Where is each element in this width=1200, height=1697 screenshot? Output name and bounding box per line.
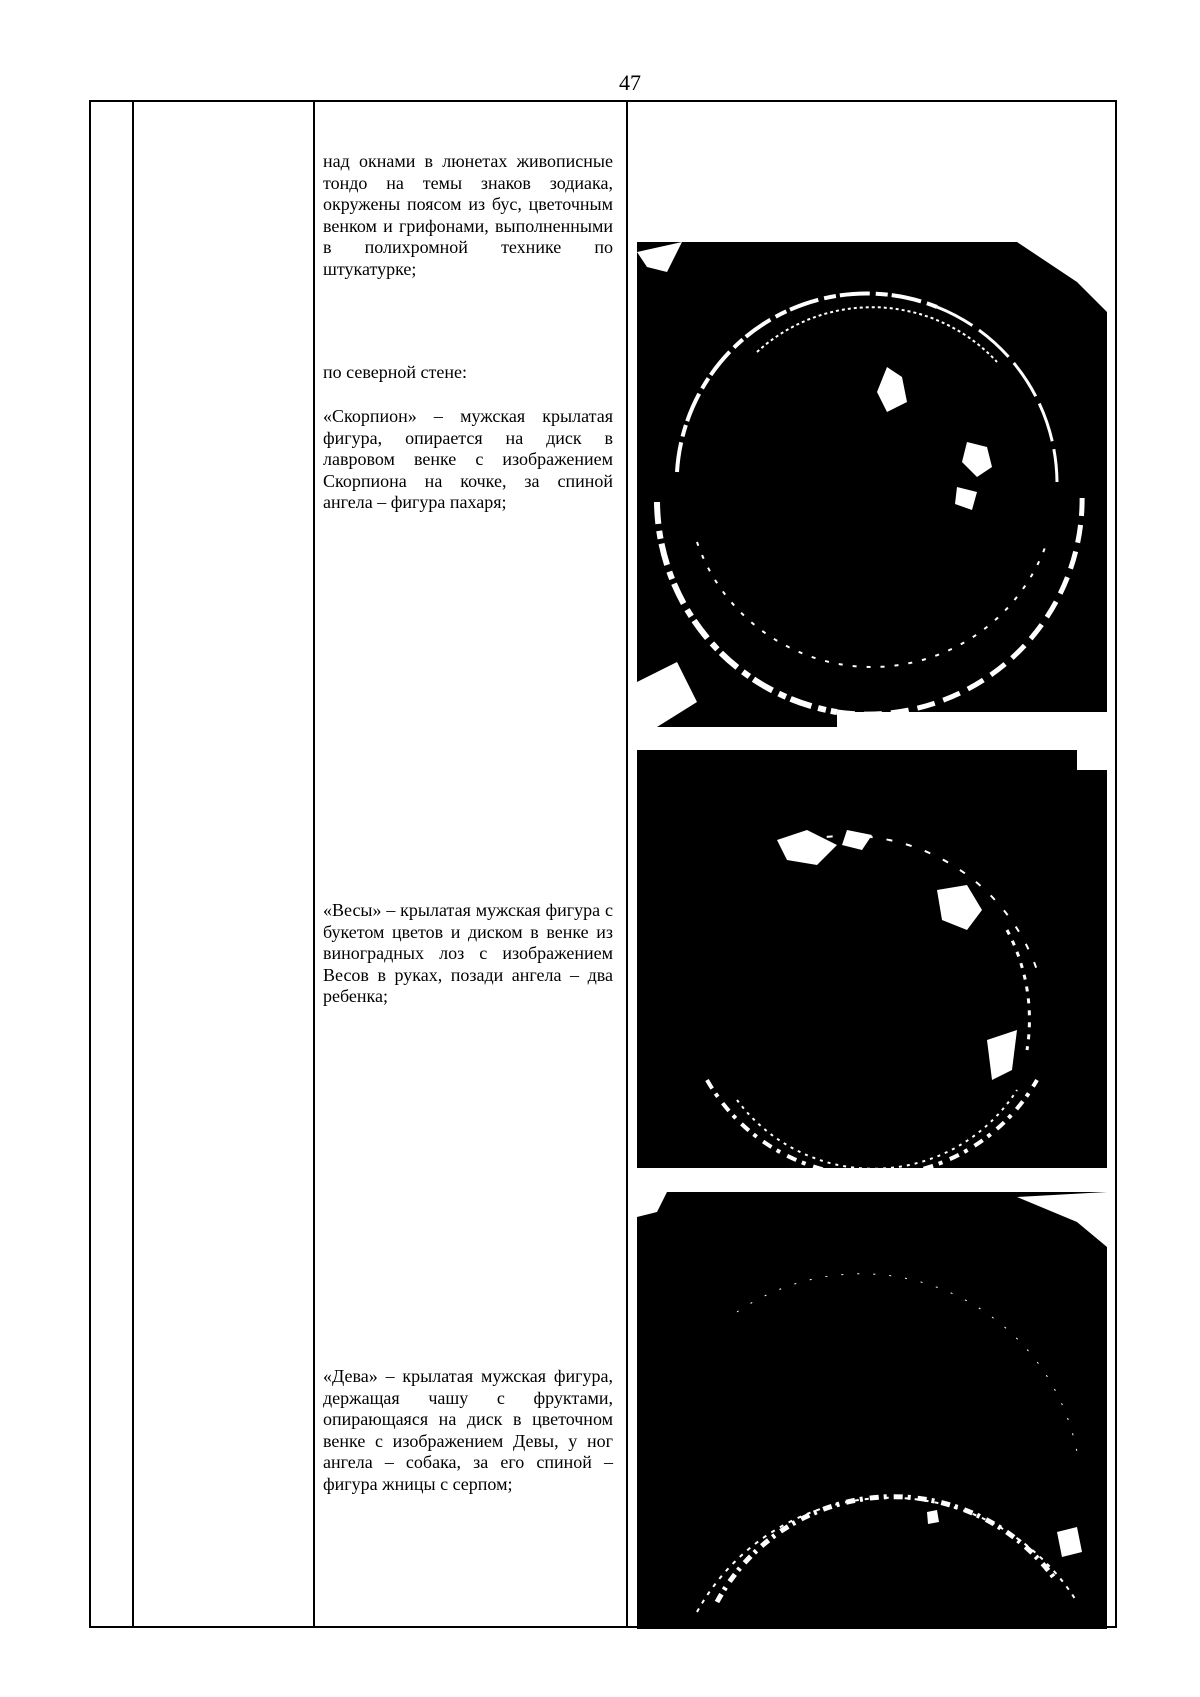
column-divider-3	[626, 102, 628, 1626]
paragraph-intro: над окнами в люнетах живописные тондо на темы знаков зодиака, окружены поясом из бус, цветочным венком и грифонами, выполненными в полихромной технике по штукатурке;	[323, 151, 613, 279]
photo-virgo-tondo	[637, 1192, 1107, 1629]
photo-libra-tondo	[637, 750, 1107, 1168]
register-table	[89, 100, 1117, 1628]
description-column	[323, 102, 613, 1626]
photo-scorpio-tondo	[637, 242, 1107, 727]
paragraph-libra: «Весы» – крылатая мужская фигура с букетом цветов и диском в венке из виноградных лоз с изображением Весов в руках, позади ангела – два ребенка;	[323, 900, 613, 1006]
paragraph-north-wall: по северной стене:	[323, 362, 467, 382]
paragraph-virgo: «Дева» – крылатая мужская фигура, держащая чашу с фруктами, опирающаяся на диск в цветочном венке с изображением Девы, у ног ангела – собака, за его спиной – фигура жницы с серпом;	[323, 1366, 613, 1494]
column-divider-1	[132, 102, 134, 1626]
column-divider-2	[313, 102, 315, 1626]
page-number: 47	[619, 70, 641, 95]
paragraph-scorpio: «Скорпион» – мужская крылатая фигура, опирается на диск в лавровом венке с изображением Скорпиона на кочке, за спиной ангела – фигура пахаря;	[323, 406, 613, 512]
